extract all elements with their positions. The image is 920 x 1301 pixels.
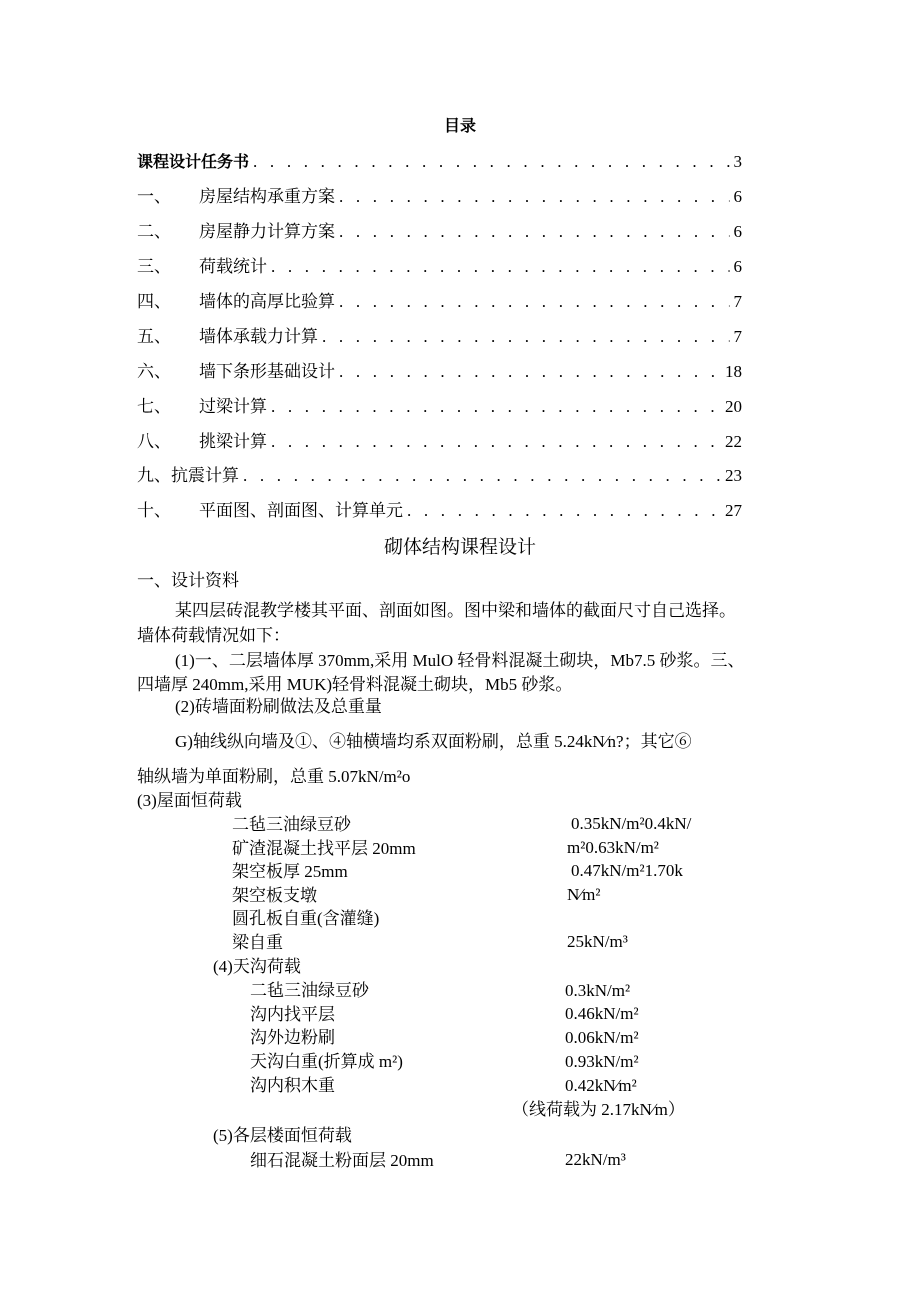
gutter-value: 0.46kN/m²: [565, 1004, 639, 1023]
toc-entry-number: 五、: [137, 327, 171, 346]
roof-value: N∕m²: [567, 885, 601, 904]
paragraph-line: 墙体荷载情况如下：: [137, 626, 290, 645]
roof-item: 二毡三油绿豆砂: [232, 815, 351, 834]
toc-entry[interactable]: [137, 223, 742, 240]
section-heading: 一、设计资料: [137, 571, 239, 590]
toc-entry-text: 房屋结构承重方案: [199, 187, 335, 206]
roof-item: 梁自重: [232, 933, 283, 952]
toc-entry-number: 二、: [137, 222, 171, 241]
gutter-item: 沟内找平层: [250, 1005, 335, 1024]
toc-leader: [243, 467, 721, 484]
paragraph-line: 某四层砖混教学楼其平面、剖面如图。图中梁和墙体的截面尺寸自己选择。: [175, 601, 736, 620]
toc-leader: [339, 188, 730, 205]
toc-leader: [339, 223, 730, 240]
toc-leader: [271, 398, 721, 415]
toc-leader: [339, 363, 721, 380]
toc-title: 目录: [443, 116, 476, 135]
roof-value: 0.35kN/m²0.4kN/: [571, 814, 692, 833]
toc-entry-number: 十、: [137, 501, 171, 520]
gutter-value: 0.42kN∕m²: [565, 1076, 637, 1095]
toc-entry-number: 八、: [137, 432, 171, 451]
toc-leader: [339, 293, 730, 310]
toc-leader: [271, 433, 721, 450]
gutter-load-heading: (4)天沟荷载: [213, 957, 301, 976]
paragraph-line: (1)一、二层墙体厚 370mm,采用 MulO 轻骨料混凝土砌块，Mb7.5 砂浆。三、: [175, 651, 745, 670]
roof-value: 0.47kN/m²1.70k: [571, 861, 683, 880]
toc-entry-text: 墙体的高厚比验算: [199, 292, 335, 311]
toc-page-number: 3: [733, 152, 742, 171]
gutter-value: 0.06kN/m²: [565, 1028, 639, 1047]
roof-item: 圆孔板自重(含灌缝): [232, 909, 380, 928]
toc-leader: [271, 258, 730, 275]
roof-item: 矿渣混凝土找平层 20mm: [232, 839, 416, 858]
gutter-value: 0.93kN/m²: [565, 1052, 639, 1071]
toc-page-number: 6: [733, 187, 742, 206]
floor-load-heading: (5)各层楼面恒荷载: [213, 1126, 352, 1145]
toc-entry-number: 七、: [137, 397, 171, 416]
gutter-item: 天沟白重(折算成 m²): [250, 1052, 403, 1071]
toc-page-number: 6: [733, 222, 742, 241]
toc-entry-text: 课程设计任务书: [137, 152, 250, 171]
toc-page-number: 27: [725, 501, 742, 520]
toc-entry[interactable]: [137, 293, 742, 310]
gutter-line-load: （线荷载为 2.17kN∕m）: [512, 1100, 685, 1119]
floor-item: 细石混凝土粉面层 20mm: [250, 1151, 434, 1170]
toc-entry[interactable]: [137, 363, 742, 380]
document-title: 砌体结构课程设计: [383, 536, 536, 558]
toc-page-number: 20: [725, 397, 742, 416]
toc-entry[interactable]: [137, 502, 742, 519]
toc-page-number: 18: [725, 362, 742, 381]
toc-entry-text: 平面图、剖面图、计算单元: [199, 501, 403, 520]
toc-entry-text: 房屋静力计算方案: [199, 222, 335, 241]
toc-entry-text: 九、抗震计算: [137, 466, 239, 485]
toc-page-number: 22: [725, 432, 742, 451]
toc-entry-text: 挑梁计算: [199, 432, 267, 451]
toc-entry-number: 四、: [137, 292, 171, 311]
paragraph-line: 四墙厚 240mm,采用 MUK)轻骨料混凝土砌块，Mb5 砂浆。: [137, 675, 573, 694]
toc-entry-text: 墙体承载力计算: [199, 327, 318, 346]
gutter-value: 0.3kN/m²: [565, 981, 631, 1000]
roof-value: 25kN/m³: [567, 932, 628, 951]
gutter-item: 沟内积木重: [250, 1076, 335, 1095]
gutter-item: 二毡三油绿豆砂: [250, 981, 369, 1000]
toc-entry[interactable]: [137, 398, 742, 415]
toc-entry[interactable]: [137, 328, 742, 345]
roof-value: m²0.63kN/m²: [567, 838, 659, 857]
paragraph-line: G)轴线纵向墙及①、④轴横墙均系双面粉刷，总重 5.24kN∕n?；其它⑥: [175, 732, 692, 751]
roof-load-heading: (3)屋面恒荷载: [137, 791, 242, 810]
toc-leader: [253, 153, 729, 170]
toc-entry[interactable]: [137, 467, 742, 484]
toc-entry[interactable]: [137, 153, 742, 170]
toc-page-number: 7: [733, 292, 742, 311]
paragraph-line: (2)砖墙面粉刷做法及总重量: [175, 697, 382, 716]
toc-entry[interactable]: [137, 433, 742, 450]
toc-entry-text: 墙下条形基础设计: [199, 362, 335, 381]
toc-leader: [407, 502, 721, 519]
toc-entry-text: 荷载统计: [199, 257, 267, 276]
floor-value: 22kN/m³: [565, 1150, 626, 1169]
toc-page-number: 6: [733, 257, 742, 276]
roof-item: 架空板厚 25mm: [232, 862, 348, 881]
toc-entry[interactable]: [137, 258, 742, 275]
toc-entry-number: 六、: [137, 362, 171, 381]
toc-entry[interactable]: [137, 188, 742, 205]
toc-entry-text: 过梁计算: [199, 397, 267, 416]
toc-entry-number: 一、: [137, 187, 171, 206]
toc-leader: [322, 328, 730, 345]
roof-item: 架空板支墩: [232, 886, 317, 905]
toc-page-number: 23: [725, 466, 742, 485]
paragraph-line: 轴纵墙为单面粉刷，总重 5.07kN/m²o: [137, 767, 411, 786]
toc-entry-number: 三、: [137, 257, 171, 276]
gutter-item: 沟外边粉刷: [250, 1028, 335, 1047]
toc-page-number: 7: [733, 327, 742, 346]
